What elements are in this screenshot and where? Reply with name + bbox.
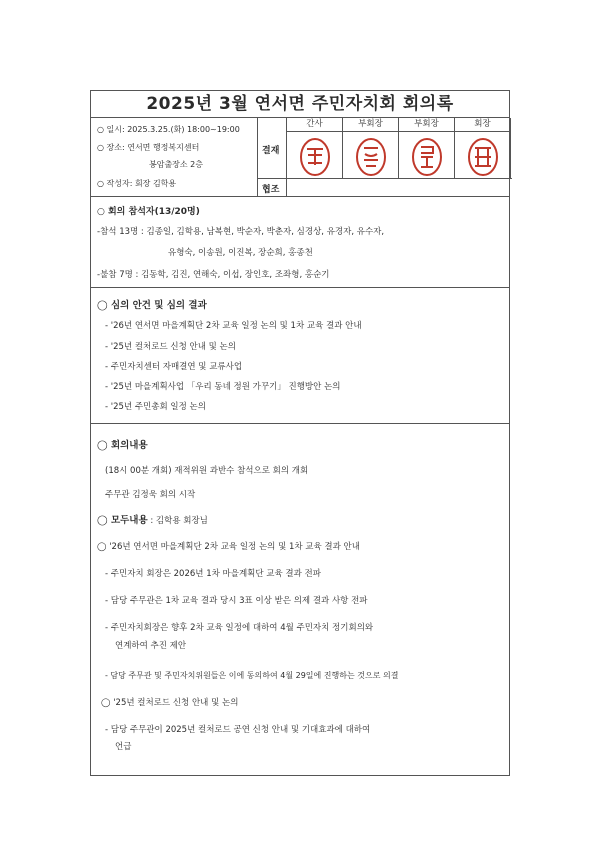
meeting-start: 주무관 김정욱 회의 시작 bbox=[105, 490, 196, 500]
agenda-heading: ◯ 심의 안건 및 심의 결과 bbox=[97, 300, 207, 311]
divider bbox=[257, 178, 286, 179]
seal-stamp-icon bbox=[466, 137, 500, 171]
meeting-place: ○ 장소: 연서면 행정복지센터 bbox=[97, 143, 200, 152]
approval-cell-president bbox=[455, 118, 511, 178]
agenda-item: - 주민자치센터 자매결연 및 교류사업 bbox=[105, 362, 243, 372]
approval-cell-vice-1 bbox=[343, 118, 399, 178]
minutes-document bbox=[90, 90, 510, 776]
attendees-present: -참석 13명 : 김종일, 김학용, 남복현, 박순자, 박춘자, 심경상, 유경자, 유수자, bbox=[97, 227, 385, 237]
meeting-place-detail: 봉암출장소 2층 bbox=[149, 160, 204, 169]
agenda-section bbox=[91, 288, 509, 424]
topic-item: - 담당 주무관은 1차 교육 결과 당시 3표 이상 받은 의제 결과 사항 전파 bbox=[105, 596, 368, 606]
document-title: 2025년 3월 연서면 주민자치회 회의록 bbox=[91, 91, 509, 118]
attendees-heading: ○ 회의 참석자(13/20명) bbox=[97, 207, 200, 217]
seal-stamp-icon bbox=[354, 137, 388, 171]
approval-table bbox=[286, 118, 512, 196]
topic-item: - 주민자치 회장은 2026년 1차 마을계획단 교육 결과 전파 bbox=[105, 569, 321, 579]
meeting-info bbox=[91, 118, 258, 196]
approval-cell-vice-2 bbox=[399, 118, 455, 178]
approval-role: 부회장 bbox=[399, 118, 454, 132]
remarks-speaker: : 김학용 회장님 bbox=[147, 516, 208, 526]
approval-role: 회장 bbox=[455, 118, 510, 132]
header-block bbox=[91, 118, 509, 197]
attendees-absent: -불참 7명 : 김동학, 김진, 연해숙, 이섭, 장인호, 조좌형, 홍순기 bbox=[97, 270, 330, 280]
agenda-item: - '25년 컬처로드 신청 안내 및 논의 bbox=[105, 342, 236, 352]
topic-item: - 주민자치회장은 향후 2차 교육 일정에 대하여 4월 주민자치 정기회의와 bbox=[105, 623, 374, 633]
topic-item: - 담당 주무관이 2025년 컬처로드 공연 신청 안내 및 기대효과에 대하여 bbox=[105, 725, 371, 735]
topic-item-cont: 연계하여 추진 제안 bbox=[115, 641, 187, 651]
meeting-date: ○ 일시: 2025.3.25.(화) 18:00~19:00 bbox=[97, 125, 240, 134]
topic-heading: ◯ '25년 컬처로드 신청 안내 및 논의 bbox=[101, 698, 239, 708]
meeting-author: ○ 작성자: 회장 김학용 bbox=[97, 179, 177, 188]
approval-cell-secretary bbox=[287, 118, 343, 178]
attendees-present-cont: 유형숙, 이송원, 이진복, 장순희, 홍종천 bbox=[168, 248, 313, 258]
agenda-item: - '25년 마을계획사업 「우리 동네 정원 가꾸기」 진행방안 논의 bbox=[105, 382, 341, 392]
topic-item: - 담당 주무관 및 주민자치위원들은 이에 동의하여 4월 29일에 진행하는 것으로 의결 bbox=[105, 671, 399, 680]
approval-role: 간사 bbox=[287, 118, 342, 132]
topic-item-cont: 언급 bbox=[115, 742, 132, 752]
remarks-heading: ◯ 모두내용 bbox=[97, 515, 148, 526]
seal-stamp-icon bbox=[298, 137, 332, 171]
content-heading: ◯ 회의내용 bbox=[97, 440, 148, 451]
seal-stamp-icon bbox=[410, 137, 444, 171]
approval-divider bbox=[287, 178, 512, 179]
attendees-section bbox=[91, 197, 509, 288]
agenda-item: - '26년 연서면 마을계획단 2차 교육 일정 논의 및 1차 교육 결과 안내 bbox=[105, 321, 362, 331]
approval-role: 부회장 bbox=[343, 118, 398, 132]
agenda-item: - '25년 주민총회 일정 논의 bbox=[105, 402, 206, 412]
cooperation-label: 협조 bbox=[262, 185, 280, 195]
opening-remarks bbox=[97, 512, 208, 526]
approval-label: 결재 bbox=[262, 146, 280, 156]
topic-heading: ◯ '26년 연서면 마을계획단 2차 교육 일정 논의 및 1차 교육 결과 안내 bbox=[97, 542, 360, 552]
meeting-opening: (18시 00분 개회) 재적위원 과반수 참석으로 회의 개회 bbox=[105, 466, 309, 476]
